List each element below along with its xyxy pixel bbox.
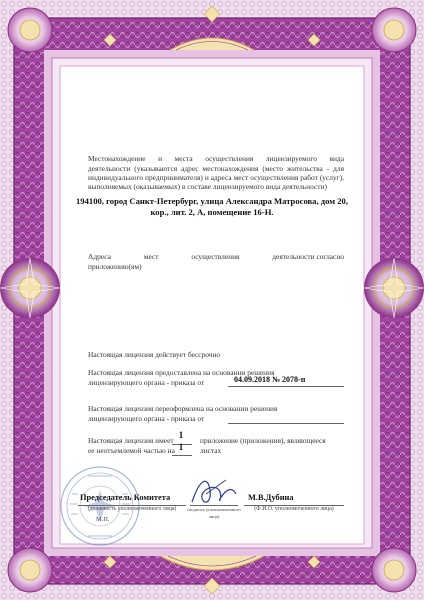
left-medallion-ornament (0, 258, 60, 318)
right-medallion-ornament (364, 258, 424, 318)
granted-order-number: 04.09.2018 № 2078-п (234, 375, 306, 384)
name-caption: (Ф.И.О. уполномоченного лица) (254, 506, 334, 512)
sheets-line-1-right: приложение (приложения), являющееся (200, 436, 326, 445)
address-line-2: кор., лит. 2, А, помещение 16-Н. (150, 207, 274, 217)
sheets-appendix-count: 1 (178, 430, 184, 440)
places-line-1 (88, 252, 344, 262)
sheets-page-count: 1 (178, 442, 184, 452)
position-caption: (должность уполномоченного лица) (87, 506, 177, 512)
granted-line-1: Настоящая лицензия предоставлена на основании решения (88, 368, 275, 377)
signatory-name: М.В.Дубина (248, 493, 294, 502)
sheets-line-2-right: листах (200, 446, 222, 455)
location-caption-line-4: выполняемых (оказываемых) в составе лицензируемого вида деятельности) (88, 182, 327, 191)
reissued-line-2: лицензирующего органа - приказа от (88, 414, 205, 423)
sheets-line-2-left: ее неотъемлемой частью на (88, 446, 175, 455)
signatory-position: Председатель Комитета (80, 493, 171, 502)
address-line-1: 194100, город Санкт-Петербург, улица Александра Матросова, дом 20, (76, 196, 348, 206)
granted-line-2: лицензирующего органа - приказа от (88, 378, 205, 387)
places-line-2: приложению(ям) (88, 262, 142, 271)
signature-caption: (подпись уполномоченного лица) (187, 507, 241, 519)
places-word-2: мест (143, 252, 159, 261)
location-caption-line-3: индивидуального предпринимателя) и адреса мест осуществления работ (услуг), (88, 173, 344, 182)
sheets-page-count-line (172, 455, 192, 456)
reissued-line-1: Настоящая лицензия переоформлена на основании решения (88, 404, 278, 413)
sheets-line-1-left: Настоящая лицензия имеет (88, 436, 174, 445)
location-caption-line-2: деятельности (указываются адрес местонахождения (место жительства - для (88, 164, 344, 173)
places-word-3: осуществления (191, 252, 240, 261)
places-word-4: деятельности согласно (272, 252, 344, 261)
places-word-1: Адреса (88, 252, 111, 261)
location-caption-line-1: Местонахождение и места осуществления лицензируемого вида (88, 154, 344, 163)
granted-order-line (228, 386, 344, 387)
validity-text: Настоящая лицензия действует бессрочно (88, 350, 221, 359)
reissued-order-line (228, 423, 344, 424)
stamp-place-label: М.П. (96, 516, 110, 523)
